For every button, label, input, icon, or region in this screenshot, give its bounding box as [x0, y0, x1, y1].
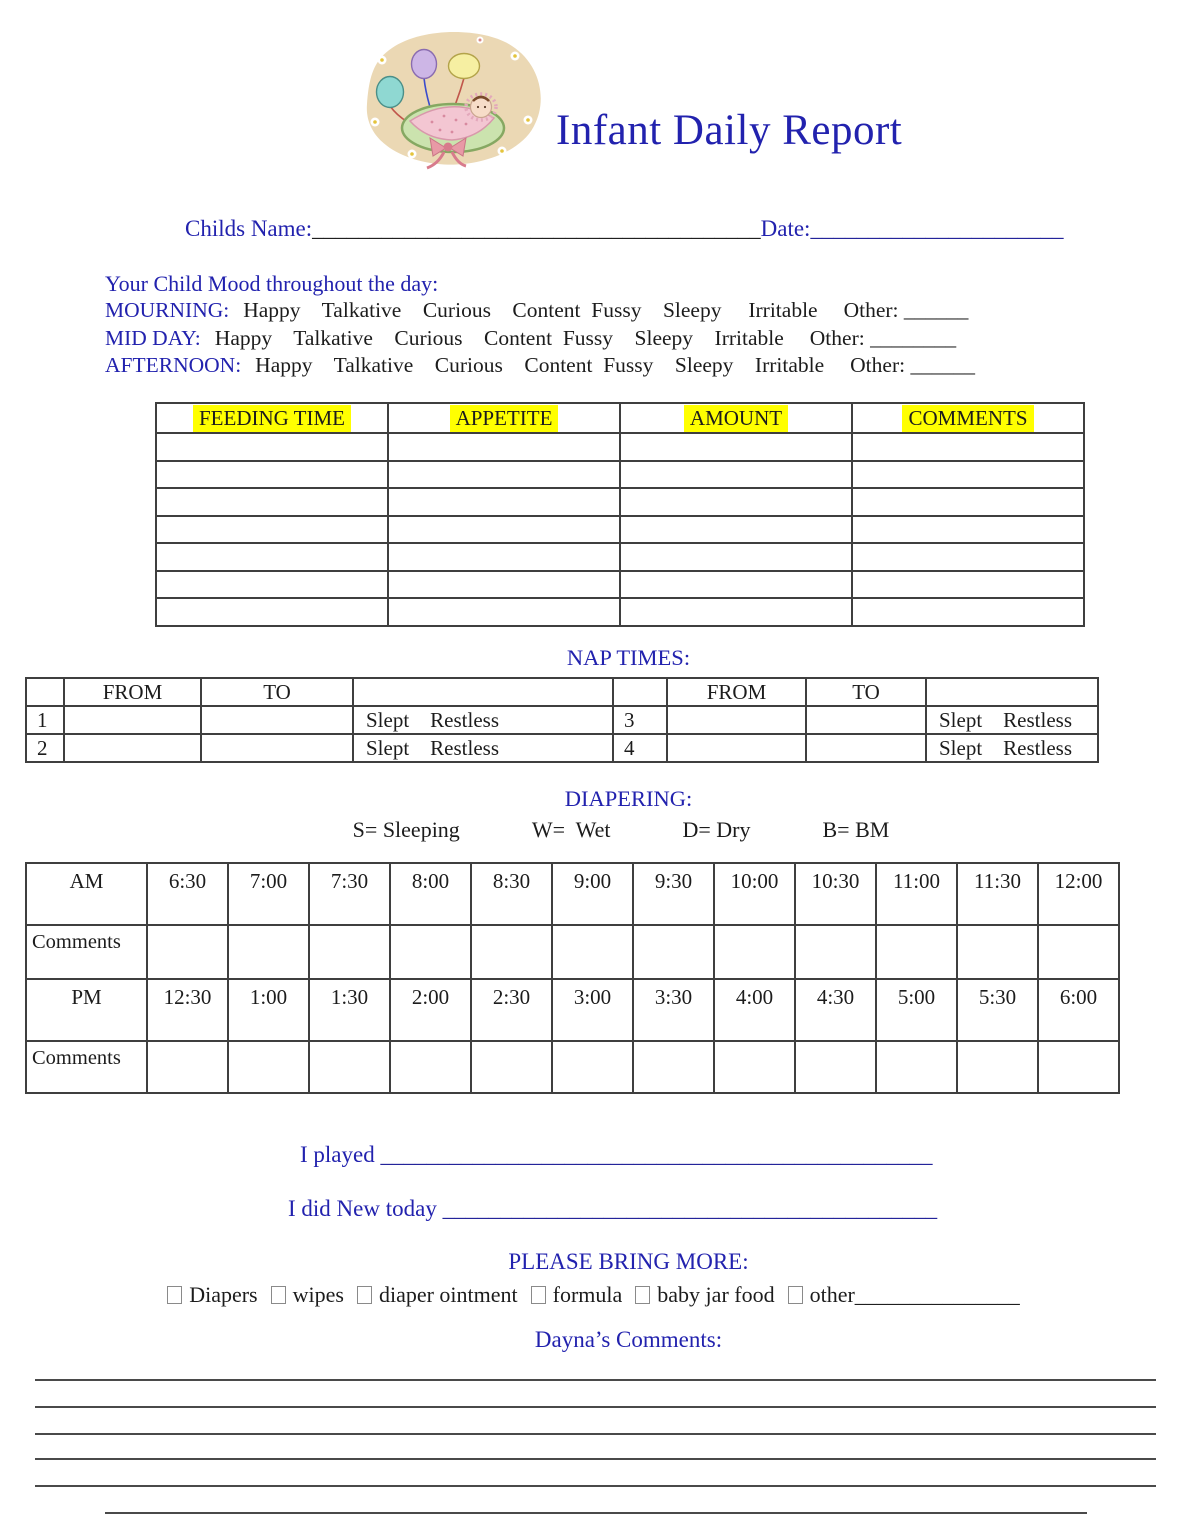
am-time: 8:30 [471, 863, 552, 925]
nap-row-1-3 [26, 706, 1098, 734]
comment-line[interactable] [35, 1458, 1156, 1460]
legend-sleeping: S= Sleeping [352, 817, 460, 842]
am-comment-cell[interactable] [471, 925, 552, 979]
i-played-label: I played [300, 1142, 381, 1167]
afternoon-label: AFTERNOON: [105, 353, 242, 377]
bring-more-item: Diapers [167, 1282, 257, 1308]
feeding-cell[interactable] [852, 516, 1084, 544]
am-comment-cell[interactable] [390, 925, 471, 979]
name-date-row [185, 216, 1063, 242]
nap-to-blank[interactable] [806, 706, 926, 734]
legend-dry: D= Dry [682, 817, 751, 842]
feeding-cell[interactable] [852, 433, 1084, 461]
feeding-cell[interactable] [156, 571, 388, 599]
feeding-cell[interactable] [156, 461, 388, 489]
feeding-cell[interactable] [156, 543, 388, 571]
pm-time: 6:00 [1038, 979, 1119, 1041]
feeding-table [155, 402, 1085, 627]
feeding-cell[interactable] [620, 488, 852, 516]
am-comment-cell[interactable] [552, 925, 633, 979]
pm-comment-cell[interactable] [552, 1041, 633, 1093]
feeding-cell[interactable] [156, 598, 388, 626]
nap-header-row [26, 678, 1098, 706]
feeding-cell[interactable] [156, 488, 388, 516]
pm-label: PM [26, 979, 147, 1041]
i-played-row [300, 1142, 932, 1168]
diapers-checkbox-icon[interactable] [167, 1286, 182, 1304]
feeding-cell[interactable] [156, 516, 388, 544]
pm-comments-label: Comments [26, 1041, 147, 1093]
nap-status-options[interactable]: Slept Restless [353, 734, 613, 762]
afternoon-other-blank[interactable]: Other: ______ [850, 353, 975, 377]
mood-row-morning [105, 298, 968, 323]
feeding-cell[interactable] [852, 598, 1084, 626]
am-comment-cell[interactable] [228, 925, 309, 979]
am-time: 11:30 [957, 863, 1038, 925]
am-label: AM [26, 863, 147, 925]
diapering-table [25, 862, 1120, 1094]
pm-comment-cell[interactable] [714, 1041, 795, 1093]
appetite-header: APPETITE [388, 403, 620, 433]
am-comment-cell[interactable] [957, 925, 1038, 979]
midday-other-blank[interactable]: Other: ________ [809, 325, 957, 350]
pm-time: 3:30 [633, 979, 714, 1041]
comment-line[interactable] [35, 1406, 1156, 1408]
caregiver-comments-heading: Dayna’s Comments: [534, 1327, 723, 1352]
pm-comment-cell[interactable] [471, 1041, 552, 1093]
nap-from-blank[interactable] [64, 734, 201, 762]
i-played-blank[interactable]: ________________________________________________ [380, 1142, 933, 1167]
nap-to-header-right: TO [806, 678, 926, 706]
pm-comment-cell[interactable] [633, 1041, 714, 1093]
feeding-cell[interactable] [852, 543, 1084, 571]
pm-time: 3:00 [552, 979, 633, 1041]
pm-time: 5:00 [876, 979, 957, 1041]
pm-time: 4:00 [714, 979, 795, 1041]
nap-from-header-right: FROM [667, 678, 806, 706]
formula-checkbox-icon[interactable] [531, 1286, 546, 1304]
nap-to-blank[interactable] [201, 706, 353, 734]
nap-number: 2 [26, 734, 64, 762]
nap-times-heading: NAP TIMES: [566, 645, 691, 670]
nap-number: 3 [613, 706, 667, 734]
pm-comment-cell[interactable] [876, 1041, 957, 1093]
bring-more-item: wipes [271, 1282, 344, 1308]
midday-mood-options[interactable]: Happy Talkative Curious Content Fussy Sleepy Irritable [214, 325, 784, 350]
nap-row-2-4 [26, 734, 1098, 762]
page-title: Infant Daily Report [556, 107, 903, 154]
pm-comment-cell[interactable] [309, 1041, 390, 1093]
bring-more-item-other: other _______________ [788, 1282, 1020, 1308]
pm-comment-cell[interactable] [795, 1041, 876, 1093]
feeding-cell[interactable] [388, 488, 620, 516]
nap-from-blank[interactable] [667, 734, 806, 762]
morning-label: MOURNING: [105, 298, 230, 322]
feeding-cell[interactable] [156, 433, 388, 461]
feeding-cell[interactable] [852, 571, 1084, 599]
childs-name-blank[interactable]: _______________________________________ [312, 216, 761, 241]
feeding-time-header: FEEDING TIME [156, 403, 388, 433]
bring-more-heading: PLEASE BRING MORE: [508, 1249, 749, 1274]
am-comment-cell[interactable] [633, 925, 714, 979]
baby-clipart-icon [352, 24, 556, 170]
nap-times-table [25, 677, 1099, 763]
am-time: 7:00 [228, 863, 309, 925]
feeding-cell[interactable] [620, 571, 852, 599]
afternoon-mood-options[interactable]: Happy Talkative Curious Content Fussy Sleepy Irritable [255, 353, 825, 377]
am-time: 9:30 [633, 863, 714, 925]
midday-label: MID DAY: [105, 325, 201, 350]
date-blank[interactable]: ______________________ [810, 216, 1064, 241]
am-comment-cell[interactable] [309, 925, 390, 979]
nap-to-blank[interactable] [201, 734, 353, 762]
pm-time: 5:30 [957, 979, 1038, 1041]
mood-row-afternoon [105, 353, 975, 378]
feeding-header-row [156, 403, 1084, 433]
bring-more-checklist [0, 1282, 1187, 1308]
legend-wet: W= Wet [531, 817, 611, 842]
bring-more-item: formula [531, 1282, 623, 1308]
nap-to-header-left: TO [201, 678, 353, 706]
bring-more-item: baby jar food [635, 1282, 774, 1308]
am-comment-cell[interactable] [795, 925, 876, 979]
am-comments-row [26, 925, 1119, 979]
pm-time: 1:30 [309, 979, 390, 1041]
nap-status-options[interactable]: Slept Restless [926, 706, 1098, 734]
new-today-label: I did New today [288, 1196, 443, 1221]
new-today-blank[interactable]: ___________________________________________ [442, 1196, 938, 1221]
baby-jar-food-checkbox-icon[interactable] [635, 1286, 650, 1304]
feeding-row [156, 571, 1084, 599]
am-time: 10:30 [795, 863, 876, 925]
morning-mood-options[interactable]: Happy Talkative Curious Content Fussy Sleepy Irritable [243, 298, 818, 322]
pm-comment-cell[interactable] [228, 1041, 309, 1093]
wipes-checkbox-icon[interactable] [271, 1286, 286, 1304]
pm-time: 2:30 [471, 979, 552, 1041]
am-comments-label: Comments [26, 925, 147, 979]
diapering-legend [0, 817, 1187, 843]
bring-more-item: diaper ointment [357, 1282, 518, 1308]
am-comment-cell[interactable] [714, 925, 795, 979]
feeding-cell[interactable] [388, 543, 620, 571]
nap-number: 1 [26, 706, 64, 734]
feeding-cell[interactable] [620, 461, 852, 489]
diaper-ointment-checkbox-icon[interactable] [357, 1286, 372, 1304]
nap-status-options[interactable]: Slept Restless [926, 734, 1098, 762]
am-time: 9:00 [552, 863, 633, 925]
am-comment-cell[interactable] [876, 925, 957, 979]
am-comment-cell[interactable] [147, 925, 228, 979]
pm-times-row [26, 979, 1119, 1041]
feeding-row [156, 516, 1084, 544]
comment-line[interactable] [35, 1485, 1156, 1487]
new-today-row [288, 1196, 937, 1222]
feeding-row [156, 488, 1084, 516]
am-comment-cell[interactable] [1038, 925, 1119, 979]
comment-line[interactable] [35, 1433, 1156, 1435]
am-time: 12:00 [1038, 863, 1119, 925]
pm-time: 1:00 [228, 979, 309, 1041]
childs-name-label: Childs Name: [185, 216, 313, 241]
feeding-cell[interactable] [620, 516, 852, 544]
nap-to-blank[interactable] [806, 734, 926, 762]
comment-line[interactable] [35, 1379, 1156, 1381]
mood-heading: Your Child Mood throughout the day: [105, 271, 439, 296]
mood-row-midday [105, 326, 956, 351]
pm-comment-cell[interactable] [957, 1041, 1038, 1093]
feeding-row [156, 598, 1084, 626]
feeding-cell[interactable] [852, 488, 1084, 516]
feeding-cell[interactable] [620, 433, 852, 461]
feeding-cell[interactable] [620, 598, 852, 626]
feeding-cell[interactable] [388, 433, 620, 461]
morning-other-blank[interactable]: Other: ______ [843, 298, 969, 322]
feeding-cell[interactable] [388, 461, 620, 489]
pm-time: 2:00 [390, 979, 471, 1041]
other-checkbox-icon[interactable] [788, 1286, 803, 1304]
feeding-row [156, 461, 1084, 489]
pm-comment-cell[interactable] [1038, 1041, 1119, 1093]
pm-comment-cell[interactable] [390, 1041, 471, 1093]
diapering-heading: DIAPERING: [564, 786, 693, 811]
pm-time: 12:30 [147, 979, 228, 1041]
am-time: 11:00 [876, 863, 957, 925]
nap-number: 4 [613, 734, 667, 762]
feeding-cell[interactable] [852, 461, 1084, 489]
pm-comments-row [26, 1041, 1119, 1093]
comments-header: COMMENTS [852, 403, 1084, 433]
amount-header: AMOUNT [620, 403, 852, 433]
legend-bm: B= BM [822, 817, 890, 842]
nap-status-options[interactable]: Slept Restless [353, 706, 613, 734]
nap-from-header-left: FROM [64, 678, 201, 706]
feeding-cell[interactable] [388, 516, 620, 544]
feeding-row [156, 433, 1084, 461]
feeding-row [156, 543, 1084, 571]
feeding-cell[interactable] [388, 598, 620, 626]
nap-from-blank[interactable] [64, 706, 201, 734]
pm-comment-cell[interactable] [147, 1041, 228, 1093]
other-blank[interactable]: _______________ [854, 1282, 1020, 1307]
am-time: 6:30 [147, 863, 228, 925]
am-time: 7:30 [309, 863, 390, 925]
nap-from-blank[interactable] [667, 706, 806, 734]
comment-line[interactable] [105, 1512, 1087, 1514]
am-times-row [26, 863, 1119, 925]
pm-time: 4:30 [795, 979, 876, 1041]
am-time: 8:00 [390, 863, 471, 925]
feeding-cell[interactable] [620, 543, 852, 571]
date-label: Date: [760, 216, 811, 241]
feeding-cell[interactable] [388, 571, 620, 599]
am-time: 10:00 [714, 863, 795, 925]
